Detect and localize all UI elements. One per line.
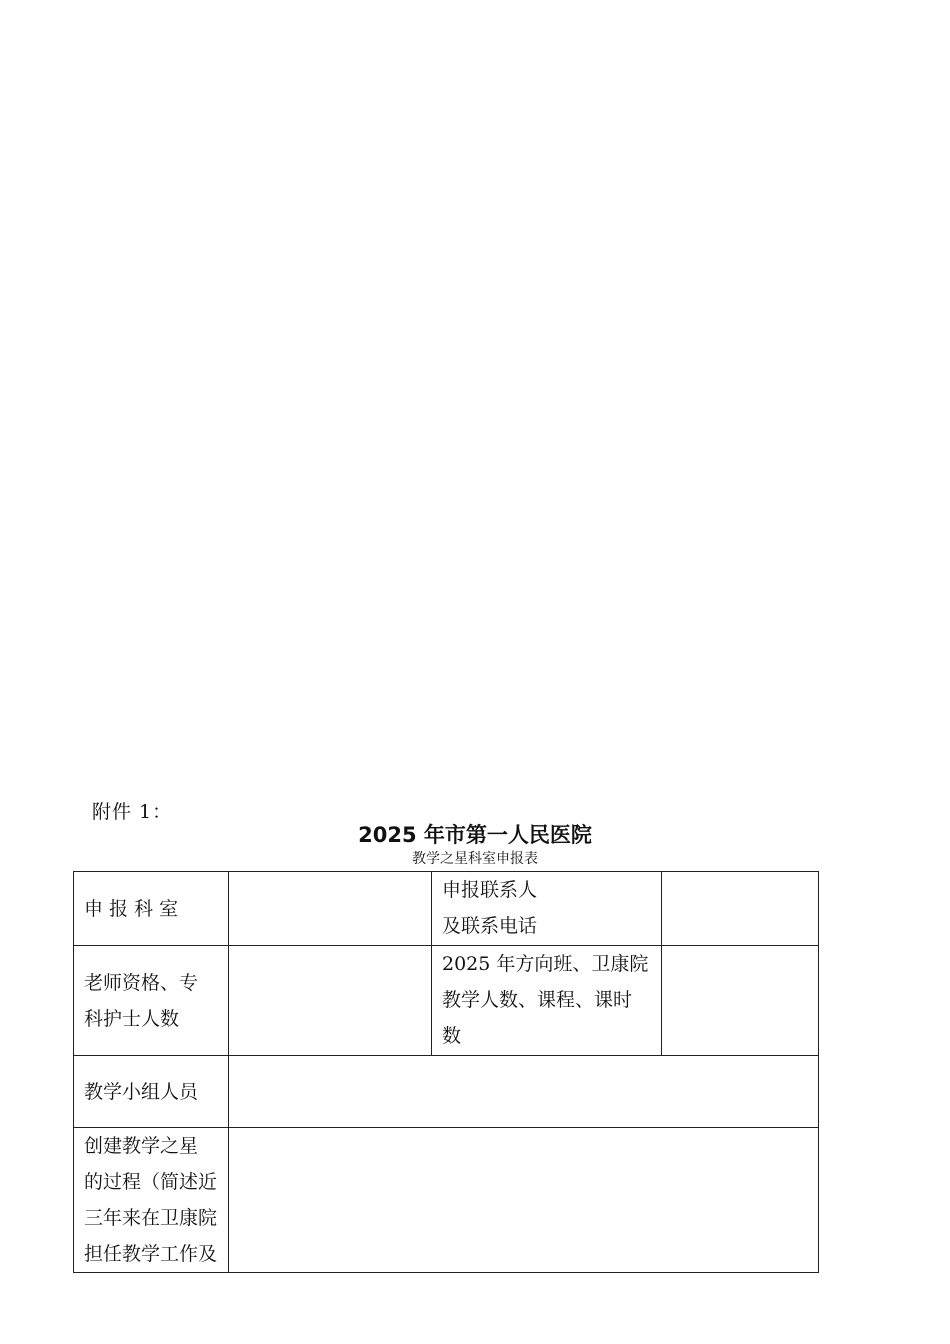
document-subtitle: 教学之星科室申报表	[412, 851, 538, 867]
qualification-label-line1: 老师资格、专	[84, 971, 199, 994]
attachment-label: 附件 1：	[92, 801, 173, 823]
department-label: 申 报 科 室	[84, 897, 179, 920]
process-value-cell[interactable]	[229, 1128, 819, 1273]
teaching-stats-label-line3: 数	[442, 1025, 462, 1047]
teaching-stats-label-line1: 2025 年方向班、卫康院	[442, 953, 649, 975]
teaching-group-label: 教学小组人员	[84, 1080, 199, 1103]
teaching-stats-value-cell[interactable]	[662, 946, 819, 1056]
process-label-line1: 创建教学之星	[84, 1135, 199, 1157]
qualification-label-cell	[74, 946, 229, 1056]
process-label-line2: 的过程（简述近	[84, 1171, 218, 1193]
qualification-value-cell[interactable]	[229, 946, 432, 1056]
teaching-stats-label-cell	[432, 946, 662, 1056]
application-form-table	[73, 871, 819, 1273]
qualification-label-line2: 科护士人数	[84, 1007, 180, 1030]
department-label-cell	[74, 872, 229, 946]
document-title: 2025 年市第一人民医院	[358, 823, 592, 847]
table-row-department	[74, 872, 819, 946]
table-row-process	[74, 1128, 819, 1273]
process-label-line3: 三年来在卫康院	[84, 1207, 218, 1229]
teaching-stats-label-line2: 教学人数、课程、课时	[442, 989, 633, 1011]
table-row-qualifications	[74, 946, 819, 1056]
contact-label-line1: 申报联系人	[442, 879, 538, 901]
teaching-group-value-cell[interactable]	[229, 1056, 819, 1128]
contact-value-cell[interactable]	[662, 872, 819, 946]
department-value-cell[interactable]	[229, 872, 432, 946]
process-label-line4: 担任教学工作及	[84, 1243, 218, 1265]
process-label-cell	[74, 1128, 229, 1273]
contact-label-cell	[432, 872, 662, 946]
table-row-teaching-group	[74, 1056, 819, 1128]
teaching-group-label-cell	[74, 1056, 229, 1128]
contact-label-line2: 及联系电话	[442, 915, 538, 937]
